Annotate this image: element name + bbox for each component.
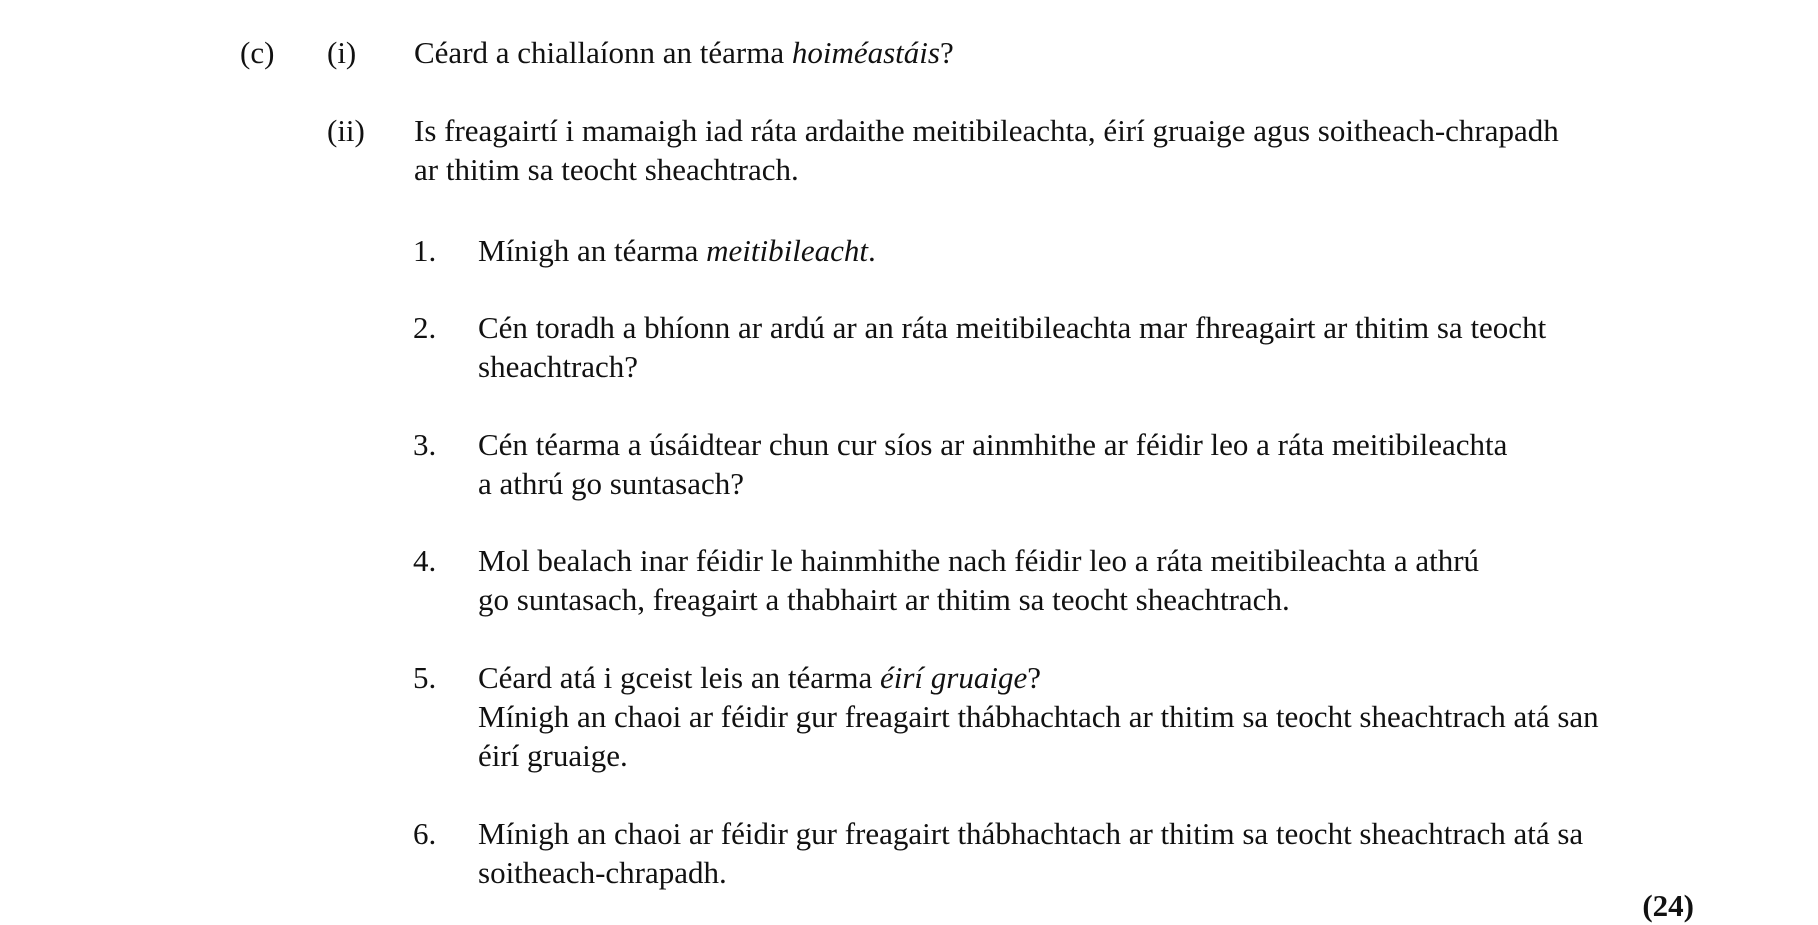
subpart-ii-text — [414, 111, 1559, 189]
question-3-number: 3. — [413, 427, 437, 462]
subpart-i-question — [414, 33, 954, 72]
question-5-text-before: Céard atá i gceist leis an téarma — [478, 660, 880, 695]
subpart-ii-line-2: ar thitim sa teocht sheachtrach. — [414, 152, 799, 187]
question-2-line-1: Cén toradh a bhíonn ar ardú ar an ráta meitibileachta mar fhreagairt ar thitim sa teocht — [478, 310, 1547, 345]
question-1-text-after: . — [867, 233, 876, 268]
question-5-line-3: éirí gruaige. — [478, 738, 628, 773]
question-4-line-1: Mol bealach inar féidir le hainmhithe nach féidir leo a ráta meitibileachta a athrú — [478, 543, 1480, 578]
question-6-line-1: Mínigh an chaoi ar féidir gur freagairt thábhachtach ar thitim sa teocht sheachtrach atá sa — [478, 816, 1584, 851]
subpart-ii-line-1: Is freagairtí i mamaigh iad ráta ardaithe meitibileachta, éirí gruaige agus soitheach-chrapadh — [414, 113, 1559, 148]
question-6-number: 6. — [413, 816, 437, 851]
question-4-number: 4. — [413, 543, 437, 578]
question-6-text — [478, 814, 1583, 892]
question-5-term: éirí gruaige — [879, 660, 1028, 695]
question-2-line-2: sheachtrach? — [478, 349, 639, 384]
question-5-text — [478, 658, 1599, 775]
subpart-ii-label: (ii) — [327, 113, 365, 148]
question-4-text — [478, 541, 1479, 619]
question-5-number: 5. — [413, 660, 437, 695]
subpart-i-text-before: Céard a chiallaíonn an téarma — [414, 35, 792, 70]
subpart-i-label: (i) — [327, 35, 357, 70]
question-1-term: meitibileacht — [706, 233, 868, 268]
part-label: (c) — [240, 35, 275, 70]
question-4-line-2: go suntasach, freagairt a thabhairt ar thitim sa teocht sheachtrach. — [478, 582, 1290, 617]
question-2-text — [478, 308, 1546, 386]
question-5-line-1 — [478, 658, 1599, 697]
marks-total: (24) — [1642, 888, 1694, 923]
question-5-text-after: ? — [1027, 660, 1041, 695]
question-3-line-2: a athrú go suntasach? — [478, 466, 744, 501]
subpart-i-text-after: ? — [939, 35, 954, 70]
question-3-text — [478, 425, 1507, 503]
question-6-line-2: soitheach-chrapadh. — [478, 855, 727, 890]
question-1-text-before: Mínigh an téarma — [478, 233, 707, 268]
question-2-number: 2. — [413, 310, 437, 345]
question-1-number: 1. — [413, 233, 437, 268]
question-1-text — [478, 231, 876, 270]
subpart-i-term: hoiméastáis — [791, 35, 940, 70]
question-3-line-1: Cén téarma a úsáidtear chun cur síos ar ainmhithe ar féidir leo a ráta meitibileachta — [478, 427, 1508, 462]
question-5-line-2: Mínigh an chaoi ar féidir gur freagairt thábhachtach ar thitim sa teocht sheachtrach atá san — [478, 699, 1599, 734]
